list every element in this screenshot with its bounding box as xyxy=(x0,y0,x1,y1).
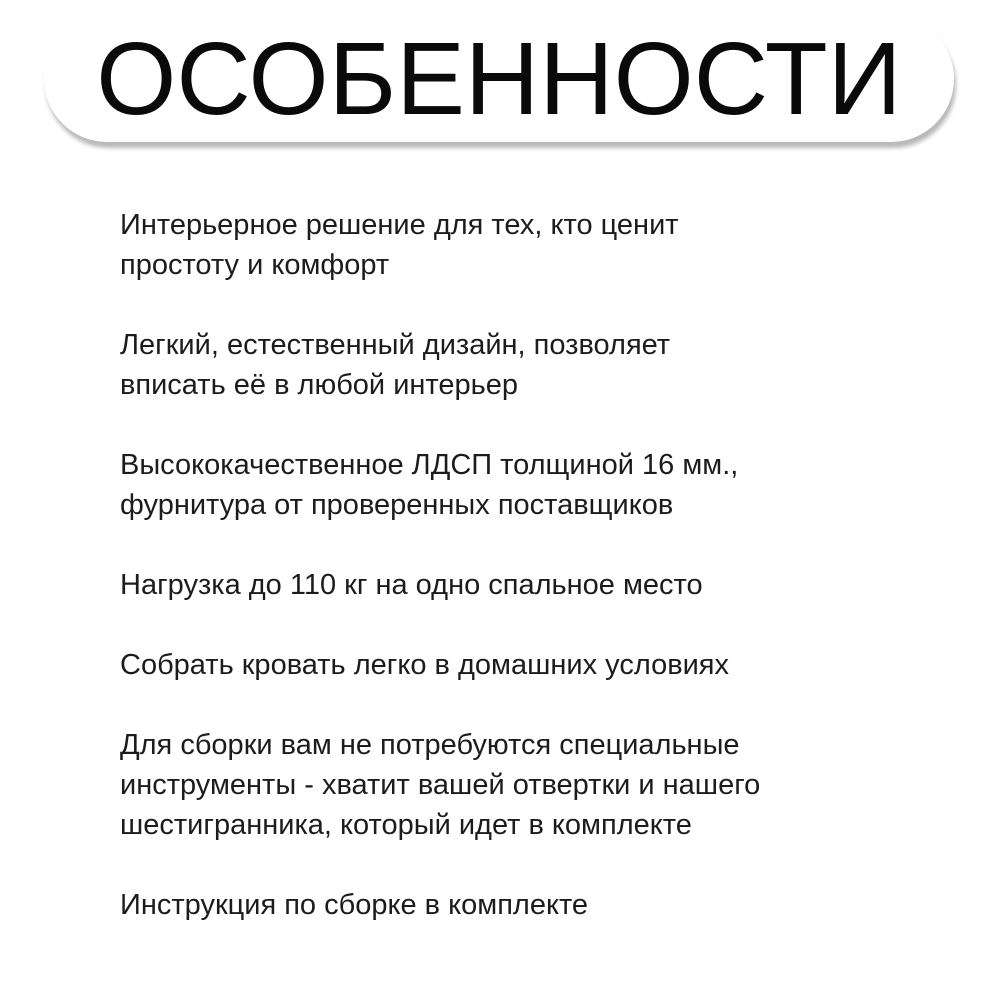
feature-item-material-quality: Высококачественное ЛДСП толщиной 16 мм., фурнитура от проверенных поставщиков xyxy=(120,449,739,521)
feature-item-interior-solution: Интерьерное решение для тех, кто ценит простоту и комфорт xyxy=(120,209,679,281)
feature-item-instructions-included: Инструкция по сборке в комплекте xyxy=(120,889,589,921)
page-title: ОСОБЕННОСТИ xyxy=(96,21,902,136)
feature-list xyxy=(120,205,980,965)
feature-item-no-special-tools: Для сборки вам не потребуются специальные инструменты - хватит вашей отвертки и нашего шестигранника, который идет в комплекте xyxy=(120,729,761,841)
feature-item-load-capacity: Нагрузка до 110 кг на одно спальное место xyxy=(120,569,703,601)
feature-item-easy-assembly: Собрать кровать легко в домашних условиях xyxy=(120,649,730,681)
feature-item-natural-design: Легкий, естественный дизайн, позволяет вписать её в любой интерьер xyxy=(120,329,671,401)
